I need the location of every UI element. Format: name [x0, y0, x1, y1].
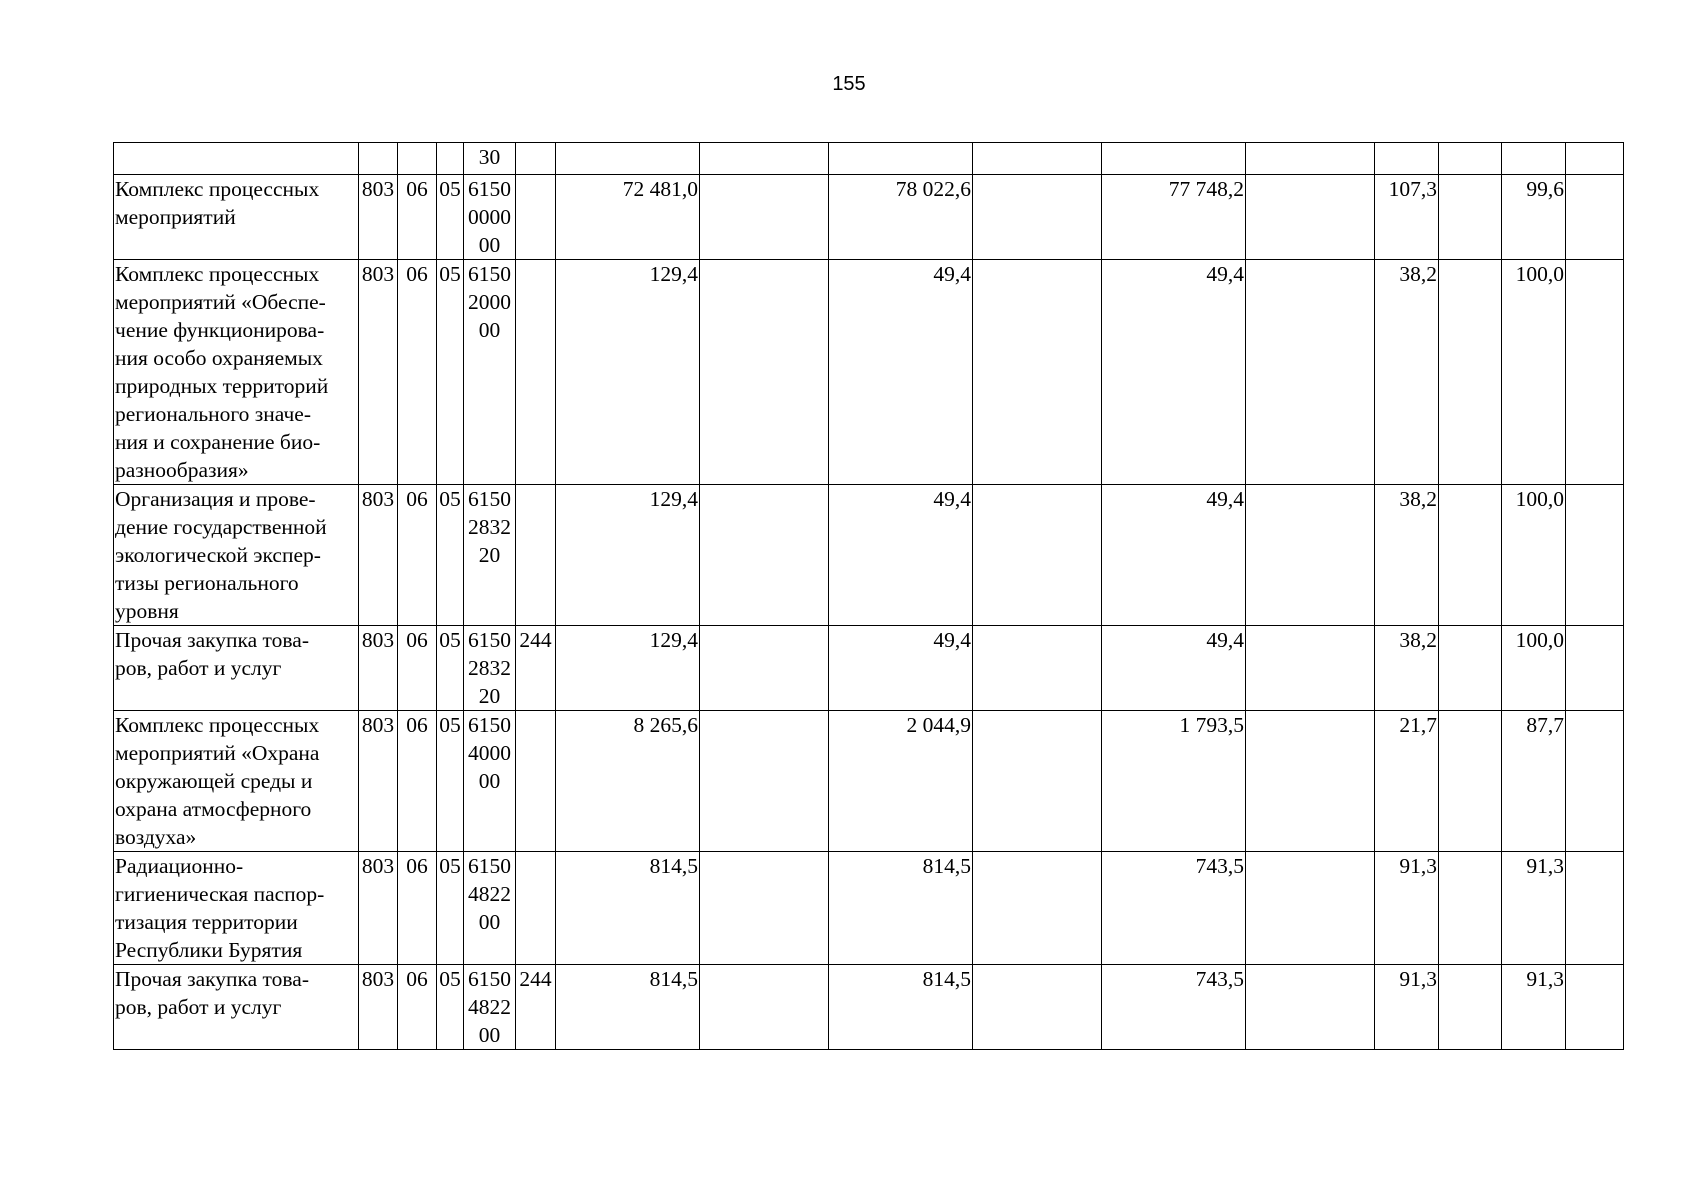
percent-initial-cell: 91,3	[1375, 965, 1439, 1050]
plan-revised-cell: 814,5	[829, 852, 973, 965]
subsection-code-cell: 05	[437, 260, 464, 485]
plan-initial-cell	[556, 143, 700, 175]
percent-initial-cell: 38,2	[1375, 626, 1439, 711]
plan-revised-cell: 78 022,6	[829, 175, 973, 260]
percent-revised-cell: 100,0	[1502, 485, 1566, 626]
subsection-code-cell	[437, 143, 464, 175]
target-article-cell: 6150 2000 00	[464, 260, 516, 485]
subsection-code-cell: 05	[437, 711, 464, 852]
plan-initial-cell: 129,4	[556, 485, 700, 626]
subsection-code-cell: 05	[437, 626, 464, 711]
row-name-cell: Комплекс процессных мероприятий	[114, 175, 359, 260]
empty-cell	[973, 175, 1102, 260]
empty-cell	[973, 260, 1102, 485]
target-article-cell: 6150 2832 20	[464, 626, 516, 711]
percent-initial-cell	[1375, 143, 1439, 175]
ved-code-cell: 803	[359, 485, 398, 626]
empty-cell	[1566, 485, 1624, 626]
plan-revised-cell: 814,5	[829, 965, 973, 1050]
plan-revised-cell	[829, 143, 973, 175]
empty-cell	[1439, 260, 1502, 485]
table-row	[114, 260, 1624, 485]
table-row	[114, 965, 1624, 1050]
percent-initial-cell: 91,3	[1375, 852, 1439, 965]
executed-cell: 743,5	[1102, 965, 1246, 1050]
plan-initial-cell: 8 265,6	[556, 711, 700, 852]
section-code-cell: 06	[398, 485, 437, 626]
plan-initial-cell: 129,4	[556, 626, 700, 711]
row-name-cell: Комплекс процессных мероприятий «Охрана окружающей среды и охрана атмосферного воздуха»	[114, 711, 359, 852]
table-row	[114, 175, 1624, 260]
expense-type-cell	[516, 175, 556, 260]
expense-type-cell: 244	[516, 626, 556, 711]
empty-cell	[1246, 965, 1375, 1050]
table-row	[114, 711, 1624, 852]
empty-cell	[973, 852, 1102, 965]
empty-cell	[700, 175, 829, 260]
executed-cell: 1 793,5	[1102, 711, 1246, 852]
expense-type-cell	[516, 260, 556, 485]
section-code-cell: 06	[398, 711, 437, 852]
target-article-cell: 6150 4000 00	[464, 711, 516, 852]
expense-type-cell	[516, 711, 556, 852]
percent-initial-cell: 107,3	[1375, 175, 1439, 260]
plan-initial-cell: 72 481,0	[556, 175, 700, 260]
percent-initial-cell: 38,2	[1375, 260, 1439, 485]
subsection-code-cell: 05	[437, 965, 464, 1050]
empty-cell	[1566, 260, 1624, 485]
empty-cell	[973, 626, 1102, 711]
empty-cell	[1566, 711, 1624, 852]
ved-code-cell: 803	[359, 626, 398, 711]
percent-revised-cell: 100,0	[1502, 260, 1566, 485]
empty-cell	[700, 143, 829, 175]
ved-code-cell: 803	[359, 711, 398, 852]
empty-cell	[700, 626, 829, 711]
percent-revised-cell: 100,0	[1502, 626, 1566, 711]
empty-cell	[1566, 626, 1624, 711]
executed-cell: 49,4	[1102, 485, 1246, 626]
empty-cell	[700, 852, 829, 965]
percent-initial-cell: 38,2	[1375, 485, 1439, 626]
percent-initial-cell: 21,7	[1375, 711, 1439, 852]
section-code-cell: 06	[398, 260, 437, 485]
row-name-cell: Организация и прове- дение государственной экологической экспер- тизы регионального уровня	[114, 485, 359, 626]
empty-cell	[1246, 175, 1375, 260]
row-name-cell	[114, 143, 359, 175]
empty-cell	[973, 485, 1102, 626]
ved-code-cell: 803	[359, 965, 398, 1050]
row-name-cell: Радиационно- гигиеническая паспор- тизация территории Республики Бурятия	[114, 852, 359, 965]
budget-execution-table	[113, 142, 1624, 1050]
empty-cell	[1439, 626, 1502, 711]
plan-initial-cell: 814,5	[556, 852, 700, 965]
target-article-cell: 6150 4822 00	[464, 965, 516, 1050]
empty-cell	[1439, 143, 1502, 175]
row-name-cell: Прочая закупка това- ров, работ и услуг	[114, 965, 359, 1050]
ved-code-cell	[359, 143, 398, 175]
target-article-cell: 6150 4822 00	[464, 852, 516, 965]
empty-cell	[1439, 852, 1502, 965]
plan-revised-cell: 2 044,9	[829, 711, 973, 852]
percent-revised-cell	[1502, 143, 1566, 175]
section-code-cell: 06	[398, 852, 437, 965]
empty-cell	[1439, 711, 1502, 852]
expense-type-cell	[516, 852, 556, 965]
empty-cell	[973, 965, 1102, 1050]
empty-cell	[700, 485, 829, 626]
empty-cell	[1566, 175, 1624, 260]
target-article-cell: 6150 0000 00	[464, 175, 516, 260]
ved-code-cell: 803	[359, 175, 398, 260]
expense-type-cell	[516, 485, 556, 626]
row-name-cell: Комплекс процессных мероприятий «Обеспе- чение функционирова- ния особо охраняемых природных территорий регионального значе- ния и сохранение био- разнообразия»	[114, 260, 359, 485]
table-row	[114, 852, 1624, 965]
page-number: 155	[832, 73, 866, 95]
empty-cell	[973, 143, 1102, 175]
table-row	[114, 626, 1624, 711]
section-code-cell	[398, 143, 437, 175]
empty-cell	[700, 260, 829, 485]
plan-revised-cell: 49,4	[829, 485, 973, 626]
section-code-cell: 06	[398, 175, 437, 260]
subsection-code-cell: 05	[437, 175, 464, 260]
empty-cell	[1246, 626, 1375, 711]
plan-revised-cell: 49,4	[829, 260, 973, 485]
empty-cell	[700, 711, 829, 852]
empty-cell	[1566, 143, 1624, 175]
empty-cell	[1439, 965, 1502, 1050]
subsection-code-cell: 05	[437, 485, 464, 626]
section-code-cell: 06	[398, 965, 437, 1050]
row-name-cell: Прочая закупка това- ров, работ и услуг	[114, 626, 359, 711]
section-code-cell: 06	[398, 626, 437, 711]
empty-cell	[1246, 485, 1375, 626]
ved-code-cell: 803	[359, 260, 398, 485]
empty-cell	[1566, 965, 1624, 1050]
percent-revised-cell: 87,7	[1502, 711, 1566, 852]
empty-cell	[1439, 485, 1502, 626]
empty-cell	[700, 965, 829, 1050]
plan-initial-cell: 129,4	[556, 260, 700, 485]
empty-cell	[973, 711, 1102, 852]
plan-initial-cell: 814,5	[556, 965, 700, 1050]
table-row	[114, 143, 1624, 175]
empty-cell	[1439, 175, 1502, 260]
target-article-cell: 30	[464, 143, 516, 175]
target-article-cell: 6150 2832 20	[464, 485, 516, 626]
percent-revised-cell: 91,3	[1502, 965, 1566, 1050]
executed-cell: 49,4	[1102, 626, 1246, 711]
plan-revised-cell: 49,4	[829, 626, 973, 711]
subsection-code-cell: 05	[437, 852, 464, 965]
empty-cell	[1246, 852, 1375, 965]
executed-cell: 49,4	[1102, 260, 1246, 485]
empty-cell	[1246, 260, 1375, 485]
empty-cell	[1246, 711, 1375, 852]
expense-type-cell	[516, 143, 556, 175]
table-row	[114, 485, 1624, 626]
expense-type-cell: 244	[516, 965, 556, 1050]
executed-cell	[1102, 143, 1246, 175]
ved-code-cell: 803	[359, 852, 398, 965]
executed-cell: 77 748,2	[1102, 175, 1246, 260]
executed-cell: 743,5	[1102, 852, 1246, 965]
empty-cell	[1246, 143, 1375, 175]
percent-revised-cell: 99,6	[1502, 175, 1566, 260]
empty-cell	[1566, 852, 1624, 965]
percent-revised-cell: 91,3	[1502, 852, 1566, 965]
